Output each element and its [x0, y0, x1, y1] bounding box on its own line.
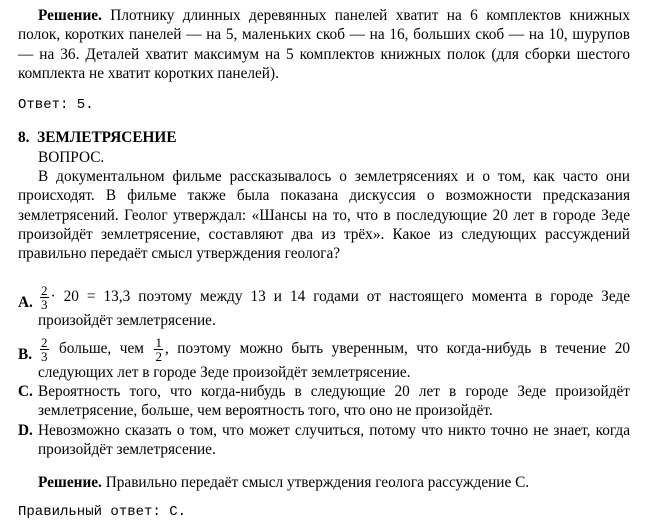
- question-subtitle: ВОПРОС.: [38, 148, 105, 166]
- option-b-text: , поэтому можно быть уверенным, что когда-нибудь в течение 20 следующих лет в городе Зеде произойдёт землетрясение.: [38, 339, 630, 381]
- question-number: 8.: [18, 129, 30, 147]
- solution-final-text: Правильно передаёт смысл утверждения геолога рассуждение C.: [101, 474, 530, 492]
- option-a-text: поэтому между 13 и 14 годами от настоящего момента в городе Зеде произойдёт землетрясение.: [38, 287, 630, 329]
- previous-solution: [18, 6, 630, 83]
- option-c-letter: C.: [18, 383, 33, 401]
- document-page: [18, 6, 630, 522]
- question-heading: [18, 128, 630, 147]
- previous-answer: Ответ: 5.: [18, 97, 94, 114]
- option-d: [18, 421, 630, 460]
- option-c-text: Вероятность того, что когда-нибудь в следующие 20 лет в городе Зеде произойдёт землетрясение, больше, чем вероятность того, что оно не произойдёт.: [38, 383, 630, 420]
- solution-label-final: Решение.: [38, 474, 102, 492]
- solution: [18, 473, 630, 492]
- option-a: [18, 284, 630, 330]
- solution-text: Плотнику длинных деревянных панелей хватит на 6 комплектов книжных полок, коротких панелей — на 5, маленьких скоб — на 16, больших скоб — на 10, шурупов — на 36. Деталей хватит максимум на 5 комплектов книжных полок (для сборки шестого комплекта не хватит коротких панелей).: [18, 7, 630, 82]
- solution-label: Решение.: [38, 7, 102, 24]
- option-b-middle: больше, чем: [50, 339, 153, 357]
- option-b-fraction-2: $\frac{1}{2}$: [155, 334, 162, 364]
- option-c: [18, 382, 630, 421]
- correct-answer: Правильный ответ: C.: [18, 503, 187, 520]
- option-b-letter: B.: [18, 345, 33, 363]
- option-d-text: Невозможно сказать о том, что может случиться, потому что никто точно не знает, когда произойдёт землетрясение.: [38, 421, 630, 459]
- question-body: В документальном фильме рассказывалось о землетрясениях и о том, как часто они происходят. В фильме также была показана дискуссия о возможности предсказания землетрясений. Геолог утверждал: «Шансы на то, что в последующие 20 лет в городе Зеде произойдёт землетрясение, составляют два из трёх». Какое из следующих рассуждений правильно передаёт смысл утверждения геолога?: [18, 168, 630, 263]
- question-title: ЗЕМЛЕТРЯСЕНИЕ: [37, 129, 177, 147]
- option-d-letter: D.: [18, 421, 33, 439]
- option-b-fraction-1: $\frac{2}{3}$: [41, 334, 48, 364]
- option-b: [18, 336, 630, 382]
- option-a-letter: A.: [18, 293, 33, 311]
- option-a-expression: · 20 = 13,3: [50, 287, 131, 305]
- option-a-fraction: $\frac{2}{3}$: [41, 282, 48, 312]
